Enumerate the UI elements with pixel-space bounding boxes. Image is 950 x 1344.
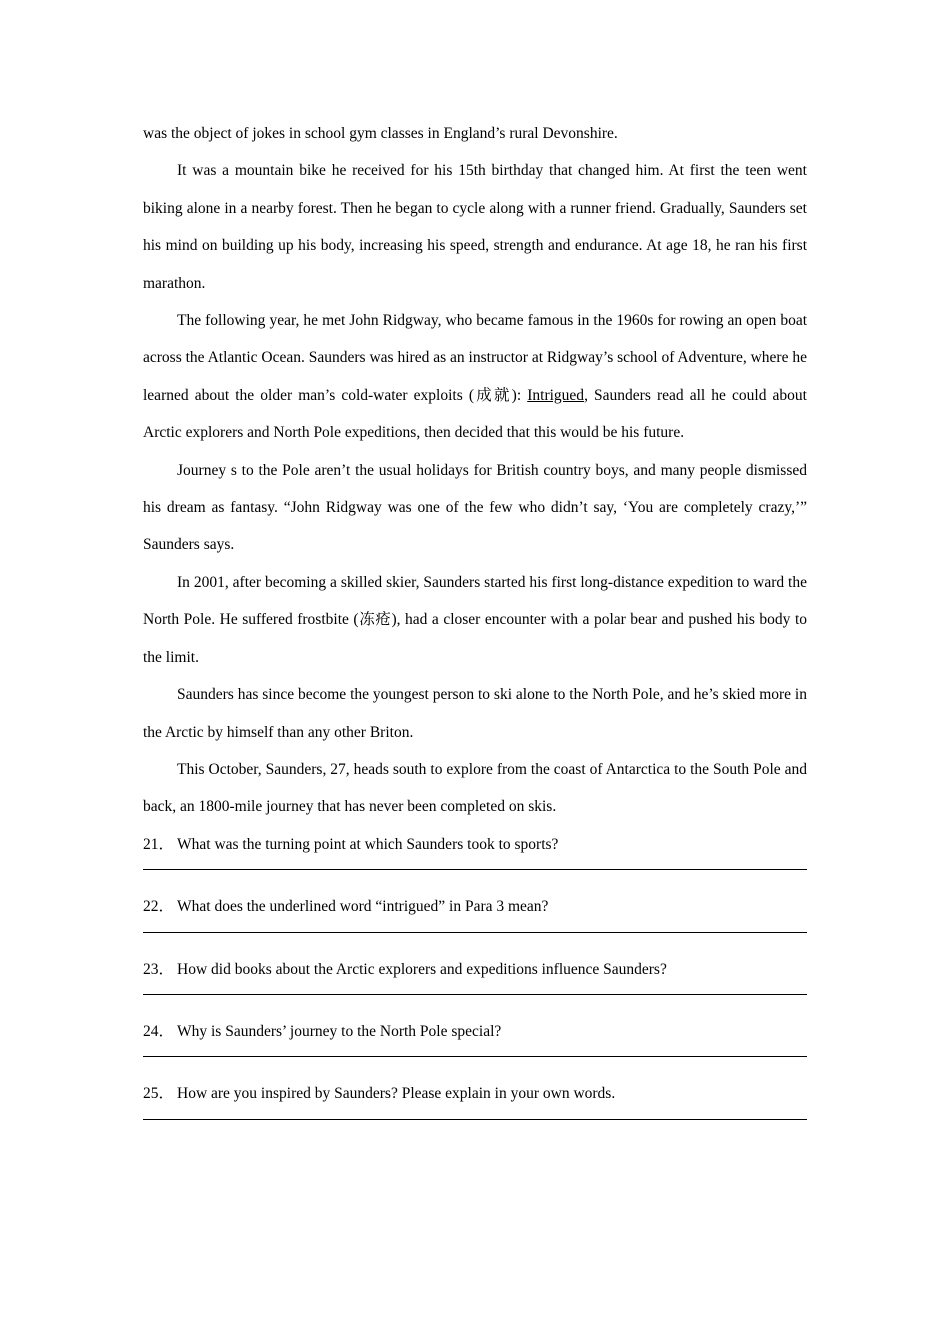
underlined-word-intrigued: Intrigued (527, 386, 585, 404)
question-21 (143, 826, 807, 863)
passage-paragraph-1: It was a mountain bike he received for his 15th birthday that changed him. At first the teen went biking alone in a nearby forest. Then he began to cycle along with a runner friend. Gradually, Saunders set his mind on building up his body, increasing his speed, strength and endurance. At age 18, he ran his first marathon. (143, 162, 807, 292)
passage-paragraph-2 (143, 302, 807, 452)
question-text: Why is Saunders’ journey to the North Pole special? (177, 1022, 502, 1040)
question-text: How did books about the Arctic explorers and expeditions influence Saunders? (177, 960, 667, 978)
passage-paragraph-6: This October, Saunders, 27, heads south to explore from the coast of Antarctica to the South Pole and back, an 1800-mile journey that has never been completed on skis. (143, 760, 807, 816)
question-block-21 (143, 826, 807, 870)
question-block-23 (143, 951, 807, 995)
question-text: What was the turning point at which Saunders took to sports? (177, 835, 559, 853)
passage-paragraph-4: In 2001, after becoming a skilled skier, Saunders started his first long-distance expedition to ward the North Pole. He suffered frostbite (冻疮), had a closer encounter with a polar bear and pushed his body to the limit. (143, 573, 807, 666)
question-block-25 (143, 1075, 807, 1119)
question-23 (143, 951, 807, 988)
question-25 (143, 1075, 807, 1112)
question-block-22 (143, 888, 807, 932)
question-22 (143, 888, 807, 925)
answer-line-24[interactable] (143, 1056, 807, 1057)
answer-line-22[interactable] (143, 932, 807, 933)
question-number: 24． (143, 1022, 175, 1040)
question-24 (143, 1013, 807, 1050)
passage-paragraph-3: Journey s to the Pole aren’t the usual holidays for British country boys, and many people dismissed his dream as fantasy. “John Ridgway was one of the few who didn’t say, ‘You are completely crazy,’” Saunders says. (143, 461, 807, 554)
passage-paragraph-2-part-b: , Saunders read all he could about Arctic explorers and North Pole expeditions, then decided that this would be his future. (143, 386, 807, 442)
question-text: How are you inspired by Saunders? Please explain in your own words. (177, 1085, 616, 1103)
answer-line-21[interactable] (143, 869, 807, 870)
question-number: 21． (143, 835, 175, 853)
passage-paragraph-5: Saunders has since become the youngest person to ski alone to the North Pole, and he’s skied more in the Arctic by himself than any other Briton. (143, 686, 807, 741)
question-number: 25． (143, 1085, 175, 1103)
question-number: 23． (143, 960, 175, 978)
question-text: What does the underlined word “intrigued” in Para 3 mean? (177, 898, 549, 916)
answer-line-23[interactable] (143, 994, 807, 995)
passage-paragraph-0: was the object of jokes in school gym classes in England’s rural Devonshire. (143, 125, 618, 142)
passage-paragraph-2-part-a: The following year, he met John Ridgway, who became famous in the 1960s for rowing an open boat across the Atlantic Ocean. Saunders was hired as an instructor at Ridgway’s school of Adventure, where he learned about the older man’s cold-water exploits (成就): (143, 312, 807, 404)
answer-line-25[interactable] (143, 1119, 807, 1120)
question-number: 22． (143, 898, 175, 916)
document-page (143, 115, 807, 1138)
question-block-24 (143, 1013, 807, 1057)
